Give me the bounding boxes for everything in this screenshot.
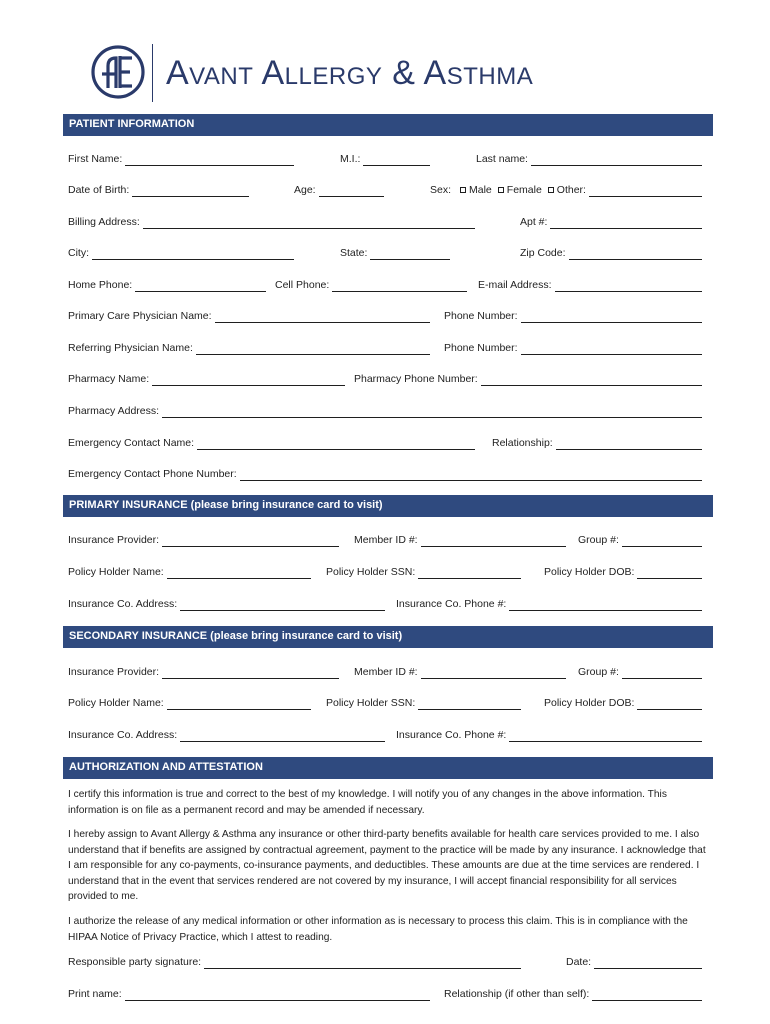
primary-member-id-field[interactable]: Member ID #: <box>354 531 566 547</box>
row-phones <box>68 276 702 292</box>
email-input[interactable] <box>555 280 702 292</box>
first-name-field[interactable]: First Name: <box>68 150 294 166</box>
billing-address-input[interactable] <box>143 217 475 229</box>
pharmacy-address-input[interactable] <box>162 406 702 418</box>
age-input[interactable] <box>319 185 384 197</box>
section-authorization: AUTHORIZATION AND ATTESTATION <box>63 757 713 779</box>
secondary-holder-ssn-input[interactable] <box>418 698 521 710</box>
secondary-co-phone-field[interactable]: Insurance Co. Phone #: <box>396 726 702 742</box>
checkbox-icon <box>498 187 504 193</box>
row-billing <box>68 213 702 229</box>
referring-phone-field[interactable]: Phone Number: <box>444 339 702 355</box>
row-primary-holder <box>68 563 702 579</box>
section-patient-information: PATIENT INFORMATION <box>63 114 713 136</box>
secondary-member-id-input[interactable] <box>421 667 566 679</box>
pharmacy-address-field[interactable]: Pharmacy Address: <box>68 402 702 418</box>
date-input[interactable] <box>594 957 702 969</box>
dob-field[interactable]: Date of Birth: <box>68 181 249 197</box>
primary-holder-dob-field[interactable]: Policy Holder DOB: <box>544 563 702 579</box>
pharmacy-phone-field[interactable]: Pharmacy Phone Number: <box>354 370 702 386</box>
signature-field[interactable]: Responsible party signature: <box>68 953 521 969</box>
attestation-paragraph: I certify this information is true and correct to the best of my knowledge. I will notify you of any changes in the above information. This information is on file as a permanent record and may be amended if necessary. <box>68 789 667 816</box>
checkbox-icon <box>548 187 554 193</box>
row-city <box>68 244 702 260</box>
age-field[interactable]: Age: <box>294 181 384 197</box>
state-field[interactable]: State: <box>340 244 450 260</box>
auth-relationship-input[interactable] <box>592 989 702 1001</box>
primary-co-phone-input[interactable] <box>509 599 702 611</box>
sex-other-input[interactable] <box>589 185 702 197</box>
row-secondary-provider <box>68 663 702 679</box>
referring-name-input[interactable] <box>196 343 430 355</box>
practice-logo-icon <box>90 44 146 100</box>
sex-female-checkbox[interactable]: Female <box>498 183 542 197</box>
cell-phone-input[interactable] <box>332 280 467 292</box>
pharmacy-name-input[interactable] <box>152 374 345 386</box>
row-emergency-phone <box>68 465 702 481</box>
secondary-member-id-field[interactable]: Member ID #: <box>354 663 566 679</box>
secondary-group-input[interactable] <box>622 667 702 679</box>
apt-field[interactable]: Apt #: <box>520 213 702 229</box>
row-dob <box>68 181 702 197</box>
primary-group-input[interactable] <box>622 535 702 547</box>
emergency-name-field[interactable]: Emergency Contact Name: <box>68 434 475 450</box>
secondary-group-field[interactable]: Group #: <box>578 663 702 679</box>
primary-holder-ssn-field[interactable]: Policy Holder SSN: <box>326 563 521 579</box>
row-primary-provider <box>68 531 702 547</box>
emergency-name-input[interactable] <box>197 438 475 450</box>
pharmacy-name-field[interactable]: Pharmacy Name: <box>68 370 345 386</box>
pcp-name-input[interactable] <box>215 311 430 323</box>
row-pcp <box>68 307 702 323</box>
row-pharmacy-address <box>68 402 702 418</box>
pcp-name-field[interactable]: Primary Care Physician Name: <box>68 307 430 323</box>
city-field[interactable]: City: <box>68 244 294 260</box>
secondary-provider-field[interactable]: Insurance Provider: <box>68 663 339 679</box>
primary-member-id-input[interactable] <box>421 535 566 547</box>
home-phone-field[interactable]: Home Phone: <box>68 276 266 292</box>
logo-divider <box>152 44 153 102</box>
zip-field[interactable]: Zip Code: <box>520 244 702 260</box>
relationship-field[interactable]: Relationship: <box>492 434 702 450</box>
row-pharmacy <box>68 370 702 386</box>
print-name-field[interactable]: Print name: <box>68 985 430 1001</box>
billing-address-field[interactable]: Billing Address: <box>68 213 475 229</box>
dob-input[interactable] <box>132 185 249 197</box>
row-primary-co <box>68 595 702 611</box>
secondary-holder-name-field[interactable]: Policy Holder Name: <box>68 694 311 710</box>
zip-input[interactable] <box>569 248 702 260</box>
emergency-phone-input[interactable] <box>240 469 702 481</box>
pcp-phone-field[interactable]: Phone Number: <box>444 307 702 323</box>
secondary-co-address-input[interactable] <box>180 730 385 742</box>
row-referring <box>68 339 702 355</box>
row-print-name <box>68 985 702 1001</box>
row-emergency <box>68 434 702 450</box>
referring-phone-input[interactable] <box>521 343 702 355</box>
primary-co-phone-field[interactable]: Insurance Co. Phone #: <box>396 595 702 611</box>
relationship-input[interactable] <box>556 438 702 450</box>
mi-input[interactable] <box>363 154 430 166</box>
row-secondary-holder <box>68 694 702 710</box>
checkbox-icon <box>460 187 466 193</box>
primary-holder-ssn-input[interactable] <box>418 567 521 579</box>
pcp-phone-input[interactable] <box>521 311 702 323</box>
apt-input[interactable] <box>550 217 702 229</box>
signature-input[interactable] <box>204 957 521 969</box>
secondary-co-address-field[interactable]: Insurance Co. Address: <box>68 726 385 742</box>
referring-name-field[interactable]: Referring Physician Name: <box>68 339 430 355</box>
first-name-input[interactable] <box>125 154 294 166</box>
section-primary-insurance: PRIMARY INSURANCE (please bring insurance card to visit) <box>63 495 713 517</box>
sex-field: Sex: Male Female Other: <box>430 181 702 197</box>
last-name-field[interactable]: Last name: <box>476 150 702 166</box>
row-name <box>68 150 702 166</box>
practice-name: Avant Allergy & Asthma <box>166 54 534 92</box>
pharmacy-phone-input[interactable] <box>481 374 702 386</box>
date-field[interactable]: Date: <box>566 953 702 969</box>
primary-provider-field[interactable]: Insurance Provider: <box>68 531 339 547</box>
primary-holder-name-input[interactable] <box>167 567 311 579</box>
form-header <box>90 42 690 108</box>
primary-holder-dob-input[interactable] <box>637 567 702 579</box>
row-secondary-co <box>68 726 702 742</box>
primary-co-address-input[interactable] <box>180 599 385 611</box>
primary-co-address-field[interactable]: Insurance Co. Address: <box>68 595 385 611</box>
sex-other-checkbox[interactable]: Other: <box>548 183 589 197</box>
primary-provider-input[interactable] <box>162 535 339 547</box>
secondary-provider-input[interactable] <box>162 667 339 679</box>
state-input[interactable] <box>370 248 450 260</box>
primary-holder-name-field[interactable]: Policy Holder Name: <box>68 563 311 579</box>
city-input[interactable] <box>92 248 294 260</box>
secondary-holder-ssn-field[interactable]: Policy Holder SSN: <box>326 694 521 710</box>
release-paragraph: I authorize the release of any medical information or other information as is necessary to process this claim. This is in compliance with the HIPAA Notice of Privacy Practice, which I attest to reading. <box>68 916 688 943</box>
secondary-holder-dob-field[interactable]: Policy Holder DOB: <box>544 694 702 710</box>
cell-phone-field[interactable]: Cell Phone: <box>275 276 467 292</box>
print-name-input[interactable] <box>125 989 430 1001</box>
section-secondary-insurance: SECONDARY INSURANCE (please bring insurance card to visit) <box>63 626 713 648</box>
secondary-holder-name-input[interactable] <box>167 698 311 710</box>
auth-relationship-field[interactable]: Relationship (if other than self): <box>444 985 702 1001</box>
email-field[interactable]: E-mail Address: <box>478 276 702 292</box>
home-phone-input[interactable] <box>135 280 266 292</box>
mi-field[interactable]: M.I.: <box>340 150 430 166</box>
emergency-phone-field[interactable]: Emergency Contact Phone Number: <box>68 465 702 481</box>
secondary-holder-dob-input[interactable] <box>637 698 702 710</box>
row-signature <box>68 953 702 969</box>
sex-male-checkbox[interactable]: Male <box>460 183 492 197</box>
last-name-input[interactable] <box>531 154 702 166</box>
assignment-paragraph: I hereby assign to Avant Allergy & Asthma any insurance or other third-party benefits available for health care services provided to me. I also understand that if benefits are assigned by contractual agreement, payment to the practice will be made by any insurance. I acknowledge that I am responsible for any co-payments, co-insurance payments, and deductibles. These amounts are due at the time services are rendered. I understand that in the event that services rendered are not covered by my insurance, I will accept financial responsibility for all services provided to me. <box>68 829 706 903</box>
primary-group-field[interactable]: Group #: <box>578 531 702 547</box>
secondary-co-phone-input[interactable] <box>509 730 702 742</box>
